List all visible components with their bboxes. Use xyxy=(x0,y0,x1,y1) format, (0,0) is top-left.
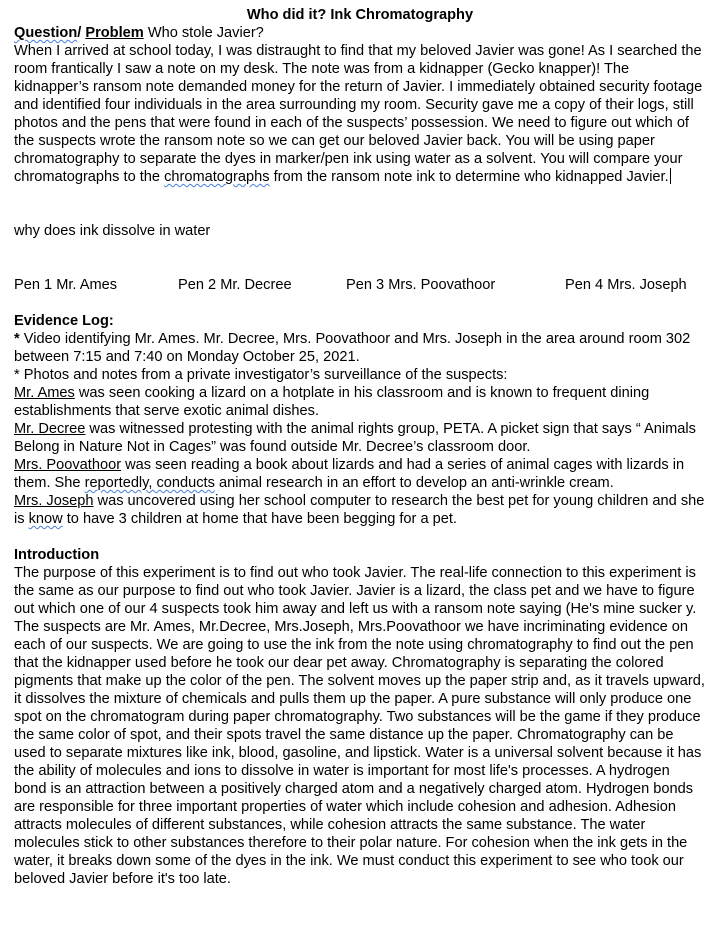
pen-list xyxy=(14,276,706,294)
poovathoor-text-1: was seen reading a book about lizards and had a series of animal cages with lizards in them. She xyxy=(14,457,685,491)
bullet-marker: * xyxy=(14,331,20,347)
scenario-paragraph[interactable] xyxy=(14,42,706,186)
evidence-heading xyxy=(14,312,706,330)
suspect-name-poovathoor: Mrs. Poovathoor xyxy=(14,457,122,473)
pen-1-label: Pen 1 Mr. Ames xyxy=(14,277,118,293)
introduction-section xyxy=(14,546,706,888)
problem-label: Problem xyxy=(85,25,144,41)
scenario-text-2: from the ransom note ink to determine who kidnapped Javier. xyxy=(269,169,669,185)
pen-3-label: Pen 3 Mrs. Poovathoor xyxy=(346,277,496,293)
introduction-heading xyxy=(14,546,706,564)
introduction-body: The purpose of this experiment is to find out who took Javier. The real-life connection to this experiment is the same as our purpose to find out who took Javier. Javier is a lizard, the class pet and we have to figure out which one of our 4 suspects took him away and left us with a ransom note saying (He's mine sucker y. The suspects are Mr. Ames, Mr.Decree, Mrs.Joseph, Mrs.Poovathoor we have incriminating evidence on each of our suspects. We are going to use the ink from the note using chromatography to find out the pen that the kidnapper used before he took our dear pet away. Chromatography is separating the colored pigments that make up the color of the pen. The solvent moves up the paper strip and, as it travels upward, it dissolves the mixture of chemicals and pulls them up the paper. A pure substance will only produce one spot on the chromatogram during paper chromatography. Two substances will be the game if they produce the same color of spot, and their spots travel the same distance up the paper. Chromatography can be used to separate mixtures like ink, blood, gasoline, and lipstick. Water is a universal solvent because it has the ability of molecules and ions to dissolve in water is important for most life's processes. A hydrogen bond is an attraction between a positively charged atom and a negatively charged atom. Hydrogen bonds are responsible for three important properties of water which include cohesion and adhesion. Adhesion attracts molecules of different substances, while cohesion attracts the same substance. The water molecules stick to other substances therefore to their polar nature. For cohesion when the ink gets in the water, it breaks down some of the dyes in the ink. We must conduct this experiment to see who took our beloved Javier before it's too late. xyxy=(14,565,705,887)
evidence-ames xyxy=(14,384,706,420)
pen-4-label: Pen 4 Mrs. Joseph xyxy=(565,277,687,293)
question-text: Who stole Javier? xyxy=(147,25,264,41)
question-line xyxy=(14,24,706,42)
document-page xyxy=(14,6,706,888)
video-text: Video identifying Mr. Ames. Mr. Decree, Mrs. Poovathoor and Mrs. Joseph in the area around room 302 between 7:15 and 7:40 on Monday October 25, 2021. xyxy=(14,331,691,365)
suspect-name-decree: Mr. Decree xyxy=(14,421,86,437)
decree-text: was witnessed protesting with the animal rights group, PETA. A picket sign that says “ Animals Belong in Nature Not in Cages” was found outside Mr. Decree’s classroom door. xyxy=(14,421,696,455)
evidence-joseph xyxy=(14,492,706,528)
spacer xyxy=(14,186,706,222)
evidence-section xyxy=(14,312,706,528)
document-title: Who did it? Ink Chromatography xyxy=(246,7,474,23)
question-label-slash: / xyxy=(77,25,86,41)
evidence-heading-text: Evidence Log: xyxy=(14,313,114,329)
ames-text: was seen cooking a lizard on a hotplate in his classroom and is known to frequent dining establishments that serve exotic animal dishes. xyxy=(14,385,650,419)
evidence-photos: * Photos and notes from a private investigator’s surveillance of the suspects: xyxy=(14,367,508,383)
misspelled-word: chromatographs xyxy=(164,169,270,185)
suspect-name-joseph: Mrs. Joseph xyxy=(14,493,94,509)
side-question: why does ink dissolve in water xyxy=(14,223,211,239)
text-cursor xyxy=(670,168,672,184)
evidence-video xyxy=(14,330,706,366)
joseph-text-2: to have 3 children at home that have been begging for a pet. xyxy=(62,511,457,527)
grammar-flag-reportedly: reportedly, conducts xyxy=(84,475,215,491)
poovathoor-text-2: animal research in an effort to develop an anti-wrinkle cream. xyxy=(214,475,614,491)
grammar-flag-know: know xyxy=(28,511,63,527)
joseph-text-1: was uncovered using her school computer to research the best pet for young children and she is xyxy=(14,493,705,527)
pen-2-label: Pen 2 Mr. Decree xyxy=(178,277,292,293)
question-label xyxy=(14,25,144,41)
evidence-poovathoor xyxy=(14,456,706,492)
suspect-name-ames: Mr. Ames xyxy=(14,385,75,401)
evidence-decree xyxy=(14,420,706,456)
introduction-heading-text: Introduction xyxy=(14,547,100,563)
scenario-text-1: When I arrived at school today, I was distraught to find that my beloved Javier was gone! As I searched the room frantically I saw a note on my desk. The note was from a kidnapper (Gecko knapper)! The kidnapper’s ransom note demanded money for the return of Javier. I immediately obtained security footage and identified four individuals in the area surrounding my room. Security gave me a copy of their logs, still photos and the pens that were found in each of the suspects’ possession. We need to figure out which of the suspects wrote the ransom note so we can get our beloved Javier back. You will be using paper chromatography to separate the dyes in marker/pen ink using water as a solvent. You will compare your chromatographs to the xyxy=(14,43,703,185)
question-label-word: Question xyxy=(14,25,78,41)
